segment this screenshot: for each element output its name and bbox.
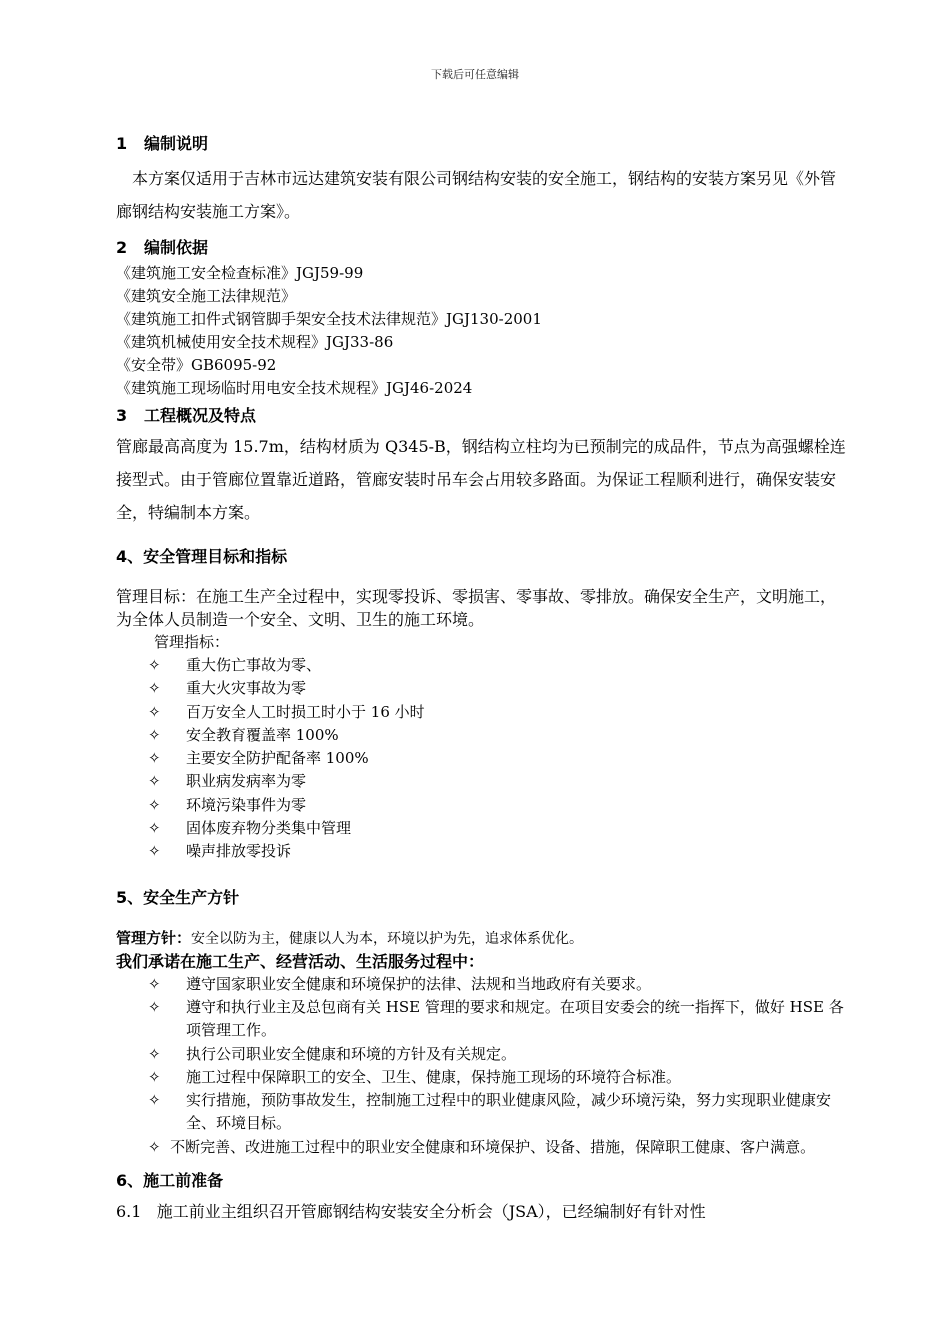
diamond-bullet-icon: ✧ [148, 679, 161, 698]
diamond-bullet-icon: ✧ [148, 749, 161, 768]
diamond-bullet-icon: ✧ [148, 772, 161, 791]
document-body [116, 130, 846, 1228]
list-item: ✧ 遵守国家职业安全健康和环境保护的法律、法规和当地政府有关要求。 [148, 973, 846, 996]
header-note: 下载后可任意编辑 [431, 68, 519, 81]
diamond-bullet-icon: ✧ [148, 974, 161, 993]
diamond-bullet-icon: ✧ [148, 795, 161, 814]
section-3-heading [116, 402, 846, 430]
commitment-list [116, 973, 846, 1136]
list-item: ✧ 执行公司职业安全健康和环境的方针及有关规定。 [148, 1043, 846, 1066]
section-6-heading: 6、施工前准备 [116, 1170, 224, 1190]
section-2-heading [116, 234, 846, 262]
management-goal: 管理目标：在施工生产全过程中，实现零投诉、零损害、零事故、零排放。确保安全生产，文明施工，为全体人员制造一个安全、文明、卫生的施工环境。 [116, 587, 837, 629]
diamond-bullet-icon: ✧ [148, 725, 161, 744]
list-item: ✧ 职业病发病率为零 [148, 770, 846, 793]
section-1-title: 编制说明 [144, 134, 209, 153]
list-item: ✧ 安全教育覆盖率 100% [148, 724, 846, 747]
section-2-number: 2 [116, 238, 128, 257]
section-2-title: 编制依据 [144, 238, 209, 257]
diamond-bullet-icon: ✧ [148, 656, 161, 674]
diamond-bullet-icon: ✧ [148, 1067, 161, 1086]
list-item: ✧ 重大火灾事故为零 [148, 677, 846, 700]
list-item: ✧ 固体废弃物分类集中管理 [148, 817, 846, 840]
list-item: ✧ 百万安全人工时损工时小于 16 小时 [148, 701, 846, 724]
section-3-number: 3 [116, 406, 128, 425]
list-item: ✧ 噪声排放零投诉 [148, 840, 846, 863]
diamond-bullet-icon: ✧ [148, 1091, 161, 1110]
section-6-1-body: 施工前业主组织召开管廊钢结构安装安全分析会（JSA），已经编制好有针对性 [156, 1201, 706, 1221]
section-4-heading: 4、安全管理目标和指标 [116, 547, 288, 566]
diamond-bullet-icon: ✧ [148, 1044, 161, 1063]
section-1-number: 1 [116, 134, 128, 153]
reference-item: 《建筑施工扣件式钢管脚手架安全技术法律规范》JGJ130-2001 [116, 310, 542, 328]
section-1-heading [116, 130, 846, 158]
commitment-heading: 我们承诺在施工生产、经营活动、生活服务过程中： [116, 951, 485, 971]
policy-label: 管理方针： [116, 928, 192, 947]
diamond-bullet-icon: ✧ [148, 997, 161, 1016]
section-3-body: 管廊最高高度为 15.7m，结构材质为 Q345-B，钢结构立柱均为已预制完的成品件，节点为高强螺栓连接型式。由于管廊位置靠近道路，管廊安装时吊车会占用较多路面。为保证工程顺利进行，确保安装安全，特编制本方案。 [116, 437, 846, 522]
list-item: ✧ 环境污染事件为零 [148, 794, 846, 817]
list-item: ✧ 遵守和执行业主及总包商有关 HSE 管理的要求和规定。在项目安委会的统一指挥下，做好 HSE 各项管理工作。 [148, 997, 844, 1040]
section-5-heading: 5、安全生产方针 [116, 887, 240, 907]
list-item: ✧ 施工过程中保障职工的安全、卫生、健康，保持施工现场的环境符合标准。 [148, 1066, 846, 1089]
diamond-bullet-icon: ✧ [148, 702, 161, 721]
management-policy [116, 926, 846, 951]
list-item: ✧ 主要安全防护配备率 100% [148, 747, 846, 770]
diamond-bullet-icon: ✧ [148, 819, 161, 838]
indicator-list [116, 654, 846, 864]
diamond-bullet-icon: ✧ [148, 842, 161, 861]
reference-item: 《建筑安全施工法律规范》 [116, 287, 297, 305]
section-3-title: 工程概况及特点 [144, 406, 257, 425]
reference-list [116, 262, 846, 400]
section-6-1-number: 6.1 [116, 1201, 142, 1221]
reference-item: 《建筑施工现场临时用电安全技术规程》JGJ46-2024 [116, 379, 473, 397]
list-item: ✧ 重大伤亡事故为零、 [148, 654, 846, 677]
policy-text: 安全以防为主，健康以人为本，环境以护为先，追求体系优化。 [191, 930, 584, 947]
section-1-body: 本方案仅适用于吉林市远达建筑安装有限公司钢结构安装的安全施工，钢结构的安装方案另见《外管廊钢结构安装施工方案》。 [116, 169, 837, 221]
list-item: ✧ 实行措施，预防事故发生，控制施工过程中的职业健康风险，减少环境污染，努力实现职业健康安全、环境目标。 [148, 1091, 832, 1133]
section-6-1 [116, 1195, 846, 1228]
reference-item: 《建筑机械使用安全技术规程》JGJ33-86 [116, 333, 394, 351]
commitment-last: ✧ 不断完善、改进施工过程中的职业安全健康和环境保护、设备、措施，保障职工健康、客户满意。 [148, 1137, 816, 1156]
diamond-bullet-icon: ✧ [148, 1137, 161, 1156]
reference-item: 《建筑施工安全检查标准》JGJ59-99 [116, 264, 364, 282]
indicator-label: 管理指标： [154, 633, 230, 651]
reference-item: 《安全带》GB6095-92 [116, 356, 277, 374]
